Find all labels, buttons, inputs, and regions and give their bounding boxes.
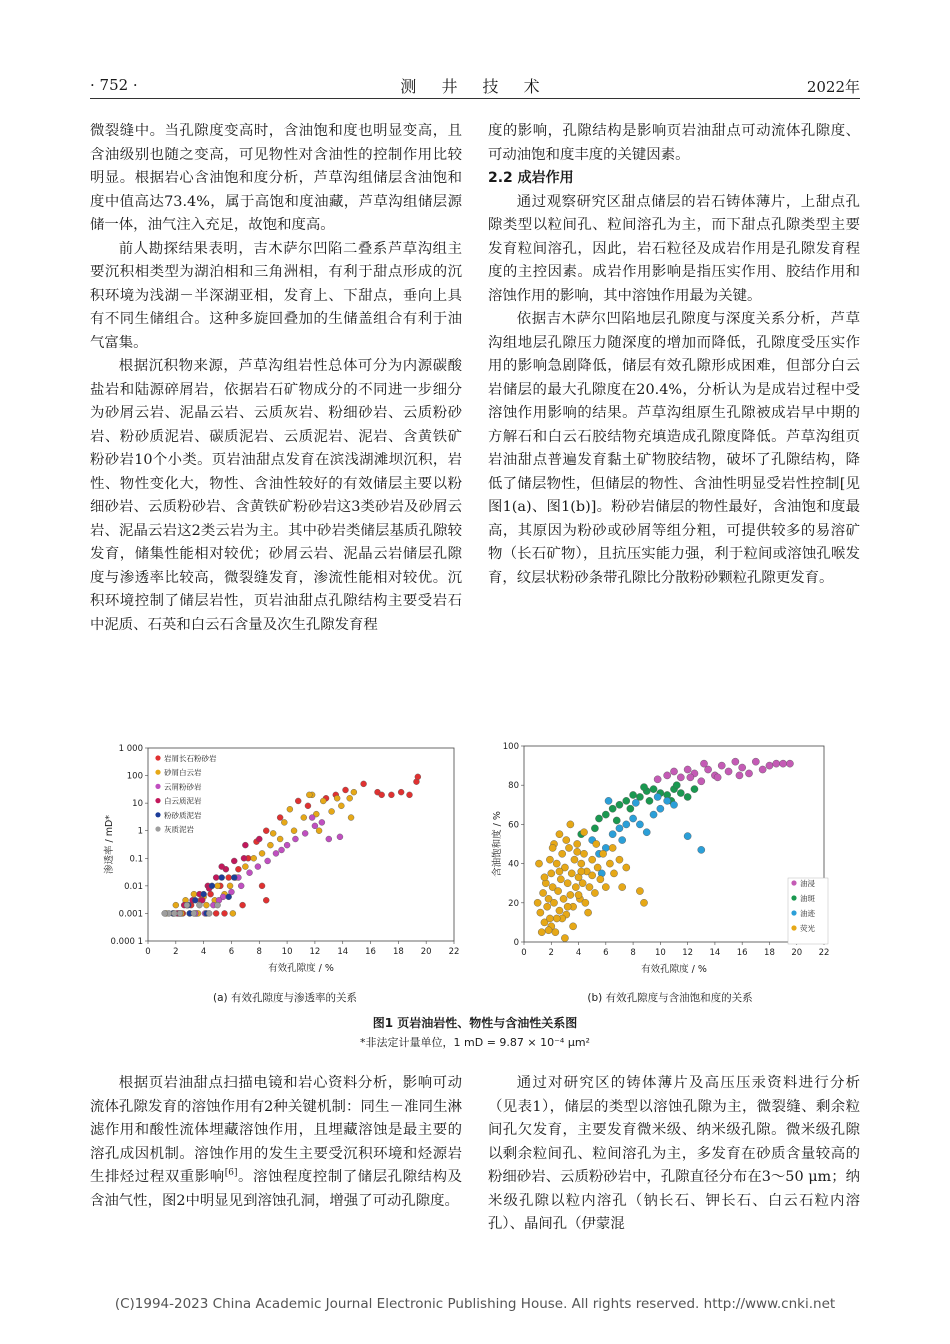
data-point xyxy=(643,829,650,836)
data-point xyxy=(636,887,643,894)
data-point xyxy=(619,836,626,843)
paragraph: 度的影响，孔隙结构是影响页岩油甜点可动流体孔隙度、可动油饱和度丰度的关键因素。 xyxy=(488,123,860,163)
data-point xyxy=(545,927,552,934)
x-tick-label: 20 xyxy=(420,947,432,957)
data-point xyxy=(691,786,698,793)
data-point xyxy=(657,805,664,812)
data-point xyxy=(684,833,691,840)
legend-marker xyxy=(155,784,160,789)
data-point xyxy=(664,797,671,804)
data-point xyxy=(556,831,563,838)
data-point xyxy=(557,876,564,883)
figure-title: 图1 页岩油岩性、物性与含油性关系图 xyxy=(372,1016,578,1030)
y-tick-label: 1 000 xyxy=(118,744,143,754)
data-point xyxy=(556,868,563,875)
legend-entry: 油迹 xyxy=(800,909,815,918)
data-point xyxy=(227,883,233,889)
chart-porosity-permeability xyxy=(100,738,470,988)
data-point xyxy=(616,801,623,808)
data-point xyxy=(534,899,541,906)
x-tick-label: 20 xyxy=(791,948,803,958)
data-point xyxy=(786,760,793,767)
x-tick-label: 6 xyxy=(603,948,609,958)
data-point xyxy=(213,910,219,916)
x-tick-label: 10 xyxy=(281,947,293,957)
data-point xyxy=(563,836,570,843)
data-point xyxy=(610,870,617,877)
data-point xyxy=(567,821,574,828)
data-point xyxy=(609,844,616,851)
data-point xyxy=(305,803,311,809)
data-point xyxy=(209,883,215,889)
y-tick-label: 100 xyxy=(126,771,143,782)
legend-marker xyxy=(791,910,796,915)
data-point xyxy=(226,875,232,881)
right-column-bottom xyxy=(488,1072,860,1237)
data-point xyxy=(270,830,276,836)
data-point xyxy=(219,864,225,870)
data-point xyxy=(263,828,269,834)
x-tick-label: 22 xyxy=(448,947,460,957)
y-tick-label: 0.01 xyxy=(124,881,143,892)
paragraph: 通过对研究区的铸体薄片及高压压汞资料进行分析（见表1），储层的类型以溶蚀孔隙为主，微裂缝、剩余粒间孔欠发育，主要发育微米级、纳米级孔隙。微米级孔隙以剩余粒间孔、粒间溶孔为主，多发育在砂质含量较高的粉细砂岩、云质粉砂岩中，孔隙直径分布在3～50 μm；纳米级孔隙以粒内溶孔（钠长石、钾长石、白云石粒内溶孔）、晶间孔（伊蒙混 xyxy=(488,1075,860,1232)
data-point xyxy=(574,848,581,855)
data-point xyxy=(568,870,575,877)
paragraph-text: 根据页岩油甜点扫描电镜和岩心资料分析，影响可动流体孔隙发育的溶蚀作用有2种关键机制：同生－准同生淋滤作用和酸性流体埋藏溶蚀作用，且埋藏溶蚀是最主要的溶孔成因机制。溶蚀作用的发生主要受沉积环境和烃源岩生排烃过程双重影响 xyxy=(90,1075,462,1185)
data-point xyxy=(580,850,587,857)
data-point xyxy=(609,805,616,812)
data-point xyxy=(579,880,586,887)
data-point xyxy=(238,883,244,889)
right-column xyxy=(488,120,860,590)
caption-a: (a) 有效孔隙度与渗透率的关系 xyxy=(213,992,357,1004)
data-point xyxy=(559,850,566,857)
data-point xyxy=(398,789,404,795)
legend-marker xyxy=(155,755,160,760)
data-point xyxy=(580,829,587,836)
data-point xyxy=(616,825,623,832)
x-tick-label: 14 xyxy=(709,948,721,958)
data-point xyxy=(215,902,221,908)
data-point xyxy=(745,770,752,777)
data-point xyxy=(379,792,385,798)
data-point xyxy=(240,902,246,908)
data-point xyxy=(589,856,596,863)
data-point xyxy=(567,891,574,898)
legend-entry: 油斑 xyxy=(800,894,815,903)
data-point xyxy=(255,864,261,870)
data-point xyxy=(602,884,609,891)
data-point xyxy=(561,934,568,941)
data-point xyxy=(309,815,315,821)
data-point xyxy=(560,895,567,902)
legend-entry: 灰质泥岩 xyxy=(164,825,194,834)
data-point xyxy=(623,864,630,871)
data-point xyxy=(548,870,555,877)
data-point xyxy=(247,870,253,876)
data-point xyxy=(537,909,544,916)
data-point xyxy=(623,821,630,828)
data-point xyxy=(646,797,653,804)
data-point xyxy=(670,801,677,808)
data-point xyxy=(388,792,394,798)
x-tick-label: 12 xyxy=(682,948,694,958)
data-point xyxy=(698,846,705,853)
x-tick-label: 2 xyxy=(548,948,554,958)
data-point xyxy=(640,899,647,906)
data-point xyxy=(539,889,546,896)
data-point xyxy=(215,883,221,889)
y-axis-label: 渗透率 / mD* xyxy=(104,814,115,875)
data-point xyxy=(546,856,553,863)
data-point xyxy=(208,891,214,897)
data-point xyxy=(550,899,557,906)
data-point xyxy=(219,875,225,881)
x-tick-label: 6 xyxy=(228,947,235,957)
data-point xyxy=(616,856,623,863)
x-tick-label: 16 xyxy=(736,948,748,958)
data-point xyxy=(640,784,647,791)
data-point xyxy=(623,797,630,804)
x-tick-label: 14 xyxy=(337,947,349,957)
y-tick-label: 60 xyxy=(508,820,519,831)
data-point xyxy=(578,860,585,867)
data-point xyxy=(287,806,293,812)
data-point xyxy=(591,889,598,896)
legend-marker xyxy=(155,798,160,803)
data-point xyxy=(338,803,344,809)
data-point xyxy=(256,836,262,842)
legend-marker xyxy=(155,812,160,817)
data-point xyxy=(759,766,766,773)
data-point xyxy=(549,844,556,851)
paragraph: 微裂缝中。当孔隙度变高时，含油饱和度也明显变高，且含油级别也随之变高，可见物性对含油性的控制作用比较明显。根据岩心含油饱和度分析，芦草沟组储层含油饱和度中值高达73.4%，属于高饱和度油藏，芦草沟组储层源储一体，油气注入充足，故饱和度高。 xyxy=(90,123,462,233)
copyright-footer: (C)1994-2023 China Academic Journal Electronic Publishing House. All rights reserved. http://www.cnki.net xyxy=(114,1296,836,1312)
legend-marker xyxy=(791,925,796,930)
data-point xyxy=(564,903,571,910)
chart-porosity-oil-saturation xyxy=(490,738,850,988)
y-tick-label: 10 xyxy=(132,799,143,810)
data-point xyxy=(241,855,247,861)
data-point xyxy=(415,774,421,780)
y-tick-label: 1 xyxy=(137,826,143,837)
data-point xyxy=(684,766,691,773)
data-point xyxy=(619,884,626,891)
y-tick-label: 20 xyxy=(508,898,519,909)
data-point xyxy=(677,774,684,781)
citation: [6] xyxy=(224,1168,238,1179)
data-point xyxy=(320,798,326,804)
data-point xyxy=(650,786,657,793)
data-point xyxy=(222,910,228,916)
y-tick-label: 0.001 xyxy=(118,909,143,920)
legend-entry: 砂屑白云岩 xyxy=(164,768,202,778)
legend-entry: 云屑粉砂岩 xyxy=(164,782,202,792)
data-point xyxy=(406,792,412,798)
data-point xyxy=(575,891,582,898)
data-point xyxy=(263,897,269,903)
data-point xyxy=(670,768,677,775)
data-point xyxy=(295,798,301,804)
data-point xyxy=(605,797,612,804)
data-point xyxy=(203,902,209,908)
data-point xyxy=(361,781,367,787)
data-point xyxy=(739,764,746,771)
x-tick-label: 4 xyxy=(575,948,582,958)
header-rule xyxy=(90,98,860,99)
data-point xyxy=(752,758,759,765)
data-point xyxy=(259,883,265,889)
data-point xyxy=(732,758,739,765)
data-point xyxy=(162,910,168,916)
y-tick-label: 100 xyxy=(502,742,519,752)
data-point xyxy=(773,760,780,767)
data-point xyxy=(284,842,290,848)
x-tick-label: 2 xyxy=(173,947,179,957)
data-point xyxy=(316,828,322,834)
data-point xyxy=(554,887,561,894)
paragraph: 依据吉木萨尔凹陷地层孔隙度与深度关系分析，芦草沟组地层孔隙压力随深度的增加而降低，孔隙度受压实作用的影响急剧降低，储层有效孔隙形成困难，但部分白云岩储层的最大孔隙度在20.4%，分析认为是成岩过程中受溶蚀作用影响的结果。芦草沟组原生孔隙被成岩早中期的方解石和白云石胶结物充填造成孔隙度降低。芦草沟组页岩油甜点普遍发育黏土矿物胶结物，破坏了孔隙结构，降低了储层物性，但储层的物性、含油性明显受岩性控制[见图1(a)、图1(b)]。粉砂岩储层的物性最好，含油饱和度最高，其原因为粉砂或砂屑等组分粗，可提供较多的易溶矿物（长石矿物），且抗压实能力强，利于粒间或溶蚀孔喉发育，纹层状粉砂条带孔隙比分散粉砂颗粒孔隙更发育。 xyxy=(488,311,860,586)
x-tick-label: 8 xyxy=(630,948,636,958)
data-point xyxy=(627,805,634,812)
caption-b: (b) 有效孔隙度与含油饱和度的关系 xyxy=(587,992,753,1004)
data-point xyxy=(553,915,560,922)
data-point xyxy=(351,789,357,795)
data-point xyxy=(650,811,657,818)
x-tick-label: 10 xyxy=(654,948,666,958)
data-point xyxy=(230,910,236,916)
data-point xyxy=(306,792,312,798)
data-point xyxy=(572,884,579,891)
x-tick-label: 18 xyxy=(392,947,404,957)
data-point xyxy=(196,902,202,908)
data-point xyxy=(602,811,609,818)
data-point xyxy=(589,872,596,879)
x-tick-label: 0 xyxy=(145,947,151,957)
data-point xyxy=(766,762,773,769)
legend-marker xyxy=(155,826,160,831)
data-point xyxy=(326,836,332,842)
data-point xyxy=(687,774,694,781)
paragraph-text: 。溶蚀程度控制了储层孔隙结构及含油气性，图2中明显见到溶蚀孔洞，增强了可动孔隙度。 xyxy=(90,1169,462,1209)
data-point xyxy=(242,864,248,870)
data-point xyxy=(578,868,585,875)
legend-entry: 油浸 xyxy=(800,879,815,888)
data-point xyxy=(677,789,684,796)
data-point xyxy=(673,782,680,789)
data-point xyxy=(564,880,571,887)
y-tick-label: 0 xyxy=(513,938,519,948)
page-number: · 752 · xyxy=(90,76,138,94)
journal-title: 测 井 技 术 xyxy=(400,77,550,96)
legend-entry: 白云质泥岩 xyxy=(164,796,202,806)
data-point xyxy=(267,842,273,848)
legend-entry: 岩屑长石粉砂岩 xyxy=(164,754,217,763)
data-point xyxy=(292,836,298,842)
legend-entry: 荧光 xyxy=(800,924,815,933)
data-point xyxy=(312,823,318,829)
data-point xyxy=(546,915,553,922)
data-point xyxy=(606,860,613,867)
data-point xyxy=(700,760,707,767)
data-point xyxy=(201,891,207,897)
data-point xyxy=(654,776,661,783)
data-point xyxy=(569,923,576,930)
data-point xyxy=(609,831,616,838)
data-point xyxy=(698,778,705,785)
data-point xyxy=(277,836,283,842)
legend-marker xyxy=(791,880,796,885)
data-point xyxy=(173,902,179,908)
x-axis-label: 有效孔隙度 / % xyxy=(268,963,334,974)
data-point xyxy=(725,768,732,775)
data-point xyxy=(251,855,257,861)
left-column xyxy=(90,120,462,637)
issue-year: 2022年 xyxy=(806,78,860,96)
data-point xyxy=(242,842,248,848)
data-point xyxy=(226,894,232,900)
y-tick-label: 0.000 1 xyxy=(110,937,143,947)
data-point xyxy=(586,884,593,891)
x-axis-label: 有效孔隙度 / % xyxy=(641,964,707,975)
data-point xyxy=(334,795,340,801)
y-tick-label: 80 xyxy=(508,781,519,792)
data-point xyxy=(281,819,287,825)
paragraph: 前人勘探结果表明，吉木萨尔凹陷二叠系芦草沟组主要沉积相类型为湖泊相和三角洲相，有利于甜点形成的沉积环境为浅湖－半深湖亚相，发育上、下甜点，垂向上具有不同生储组合。这种多旋回叠加的生储盖组合有利于油气富集。 xyxy=(90,240,462,351)
data-point xyxy=(613,817,620,824)
paragraph xyxy=(90,1072,462,1213)
data-point xyxy=(654,793,661,800)
left-column-bottom xyxy=(90,1072,462,1213)
data-point xyxy=(301,815,307,821)
data-point xyxy=(343,787,349,793)
figure-note: *非法定计量单位，1 mD = 9.87 × 10⁻⁴ μm² xyxy=(360,1036,590,1049)
data-point xyxy=(544,903,551,910)
data-point xyxy=(206,910,212,916)
data-point xyxy=(736,772,743,779)
data-point xyxy=(541,874,548,881)
x-tick-label: 18 xyxy=(764,948,775,958)
data-point xyxy=(259,850,265,856)
data-point xyxy=(636,821,643,828)
y-axis-label: 含油饱和度 / % xyxy=(492,811,503,877)
data-point xyxy=(714,774,721,781)
data-point xyxy=(629,791,636,798)
data-point xyxy=(171,910,177,916)
data-point xyxy=(582,899,589,906)
data-point xyxy=(277,815,283,821)
data-point xyxy=(599,850,606,857)
data-point xyxy=(329,808,335,814)
data-point xyxy=(538,929,545,936)
data-point xyxy=(553,860,560,867)
data-point xyxy=(231,875,237,881)
legend-marker xyxy=(155,770,160,775)
data-point xyxy=(184,902,190,908)
paragraph: 通过观察研究区甜点储层的岩石铸体薄片，上甜点孔隙类型以粒间孔、粒间溶孔为主，而下甜点孔隙类型主要发育粒间溶孔，因此，岩石粒径及成岩作用是孔隙发育程度的主控因素。成岩作用影响是指压实作用、胶结作用和溶蚀作用的影响，其中溶蚀作用最为关键。 xyxy=(488,193,860,304)
y-tick-label: 40 xyxy=(508,859,519,870)
data-point xyxy=(632,799,639,806)
data-point xyxy=(347,795,353,801)
data-point xyxy=(177,910,183,916)
data-point xyxy=(337,834,343,840)
data-point xyxy=(591,825,598,832)
data-point xyxy=(192,897,198,903)
data-point xyxy=(535,860,542,867)
data-point xyxy=(302,830,308,836)
data-point xyxy=(348,815,354,821)
data-point xyxy=(571,856,578,863)
data-point xyxy=(235,866,241,872)
data-point xyxy=(718,762,725,769)
data-point xyxy=(191,891,197,897)
data-point xyxy=(779,760,786,767)
data-point xyxy=(191,910,197,916)
data-point xyxy=(556,907,563,914)
data-point xyxy=(595,815,602,822)
data-point xyxy=(279,847,285,853)
data-point xyxy=(574,840,581,847)
x-tick-label: 8 xyxy=(256,947,262,957)
x-tick-label: 4 xyxy=(200,947,207,957)
data-point xyxy=(291,828,297,834)
data-point xyxy=(597,876,604,883)
data-point xyxy=(629,815,636,822)
x-tick-label: 22 xyxy=(818,948,830,958)
data-point xyxy=(684,793,691,800)
x-tick-label: 16 xyxy=(365,947,376,957)
data-point xyxy=(594,864,601,871)
data-point xyxy=(265,858,271,864)
legend-marker xyxy=(791,895,796,900)
legend-entry: 粉砂质泥岩 xyxy=(164,810,202,820)
data-point xyxy=(584,909,591,916)
data-point xyxy=(213,875,219,881)
data-point xyxy=(565,844,572,851)
x-tick-label: 0 xyxy=(521,948,527,958)
y-tick-label: 0.1 xyxy=(129,854,143,865)
paragraph: 根据沉积物来源，芦草沟组岩性总体可分为内源碳酸盐岩和陆源碎屑岩，依据岩石矿物成分的不同进一步细分为砂屑云岩、泥晶云岩、云质灰岩、粉细砂岩、云质粉砂岩、粉砂质泥岩、碳质泥岩、云质泥岩、泥岩、含黄铁矿粉砂岩10个小类。页岩油甜点发育在滨浅湖滩坝沉积，岩性、物性变化大，物性、含油性较好的有效储层主要以粉细砂岩、云质粉砂岩、含黄铁矿粉砂岩这3类砂岩及砂屑云岩、泥晶云岩这2类云岩为主。其中砂岩类储层基质孔隙较发育，储集性能相对较优；砂屑云岩、泥晶云岩储层孔隙度与渗透率比较高，微裂缝发育，渗流性能相对较优。沉积环境控制了储层岩性，页岩油甜点孔隙结构主要受岩石中泥质、石英和白云石含量及次生孔隙发育程 xyxy=(90,358,462,633)
x-tick-label: 12 xyxy=(309,947,321,957)
data-point xyxy=(319,819,325,825)
section-heading: 2.2 成岩作用 xyxy=(488,170,574,186)
data-point xyxy=(273,850,279,856)
data-point xyxy=(593,840,600,847)
data-point xyxy=(664,772,671,779)
page-header xyxy=(90,70,860,98)
data-point xyxy=(231,858,237,864)
